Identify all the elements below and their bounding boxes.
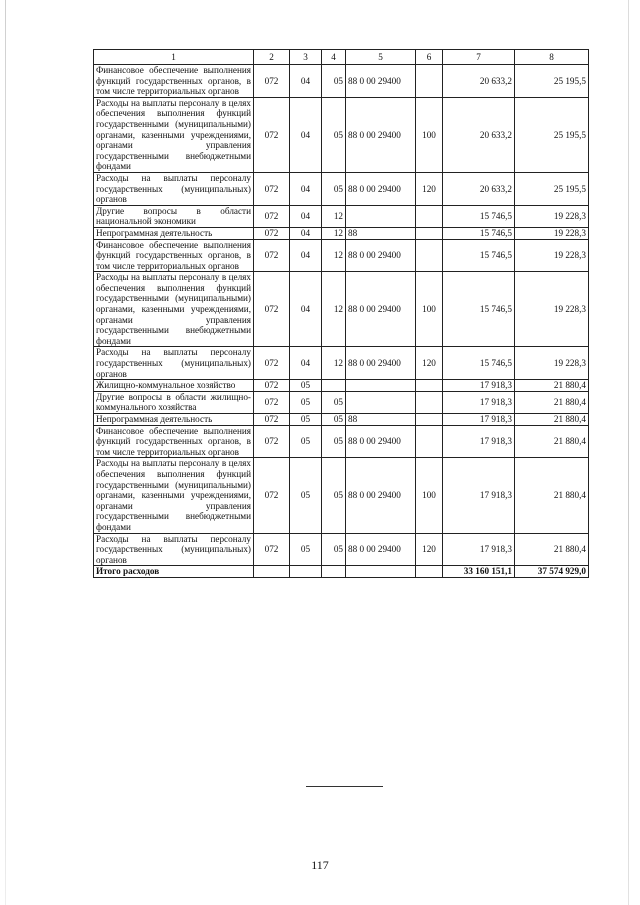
row-value-cell: 25 195,5 (515, 65, 589, 98)
row-value-cell: 19 228,3 (515, 227, 589, 239)
row-value-cell: 120 (416, 347, 443, 380)
row-value-cell: 05 (290, 533, 322, 566)
row-value-cell: 21 880,4 (515, 533, 589, 566)
row-value-cell (416, 414, 443, 426)
row-value-cell: 05 (322, 425, 346, 458)
row-value-cell: 04 (290, 227, 322, 239)
table-row (94, 65, 589, 98)
row-value-cell: 05 (322, 65, 346, 98)
row-value-cell: 88 0 00 29400 (346, 272, 416, 347)
row-name-cell: Финансовое обеспечение выполнения функций государственных органов, в том числе территориальных органов (94, 239, 254, 272)
row-name-cell: Расходы на выплаты персоналу государственных (муниципальных) органов (94, 347, 254, 380)
row-value-cell: 12 (322, 205, 346, 227)
row-value-cell: 20 633,2 (443, 65, 515, 98)
row-value-cell: 072 (254, 239, 290, 272)
row-value-cell: 05 (322, 172, 346, 205)
row-value-cell: 15 746,5 (443, 227, 515, 239)
row-value-cell: 04 (290, 347, 322, 380)
row-value-cell: 12 (322, 239, 346, 272)
row-value-cell (346, 380, 416, 392)
empty-cell (254, 566, 290, 578)
row-value-cell: 072 (254, 380, 290, 392)
row-value-cell (416, 65, 443, 98)
header-cell: 3 (290, 50, 322, 65)
row-value-cell: 12 (322, 347, 346, 380)
table-row (94, 458, 589, 533)
row-value-cell: 17 918,3 (443, 391, 515, 413)
row-name-cell: Расходы на выплаты персоналу в целях обеспечения выполнения функций государственными (муниципальными) органами, казенными учреждениями, органами управления государственными внебюджетными фондами (94, 97, 254, 172)
row-value-cell: 04 (290, 97, 322, 172)
scan-edge-right (628, 0, 629, 905)
row-name-cell: Непрограммная деятельность (94, 227, 254, 239)
row-name-cell: Жилищно-коммунальное хозяйство (94, 380, 254, 392)
row-name-cell: Непрограммная деятельность (94, 414, 254, 426)
table-row (94, 414, 589, 426)
row-value-cell: 05 (290, 380, 322, 392)
row-value-cell: 15 746,5 (443, 205, 515, 227)
header-cell: 5 (346, 50, 416, 65)
row-value-cell: 072 (254, 65, 290, 98)
row-value-cell: 15 746,5 (443, 239, 515, 272)
row-value-cell: 100 (416, 97, 443, 172)
row-value-cell: 072 (254, 414, 290, 426)
scan-edge-left (5, 0, 6, 905)
row-value-cell: 88 0 00 29400 (346, 533, 416, 566)
header-cell: 8 (515, 50, 589, 65)
row-value-cell (416, 205, 443, 227)
row-value-cell: 072 (254, 97, 290, 172)
row-value-cell: 05 (322, 533, 346, 566)
row-value-cell: 072 (254, 205, 290, 227)
row-value-cell: 05 (322, 97, 346, 172)
row-value-cell: 17 918,3 (443, 533, 515, 566)
table-row (94, 97, 589, 172)
row-value-cell (416, 239, 443, 272)
row-value-cell (346, 391, 416, 413)
header-cell: 1 (94, 50, 254, 65)
row-value-cell: 25 195,5 (515, 97, 589, 172)
row-value-cell: 88 0 00 29400 (346, 172, 416, 205)
table-row (94, 172, 589, 205)
row-value-cell: 04 (290, 172, 322, 205)
row-value-cell: 120 (416, 172, 443, 205)
row-value-cell: 88 (346, 414, 416, 426)
header-cell: 2 (254, 50, 290, 65)
row-value-cell: 19 228,3 (515, 239, 589, 272)
total-value-cell: 37 574 929,0 (515, 566, 589, 578)
row-name-cell: Расходы на выплаты персоналу в целях обеспечения выполнения функций государственными (муниципальными) органами, казенными учреждениями, органами управления государственными внебюджетными фондами (94, 458, 254, 533)
row-value-cell: 88 0 00 29400 (346, 458, 416, 533)
row-value-cell: 05 (322, 391, 346, 413)
table-row (94, 425, 589, 458)
page-number: 117 (311, 858, 329, 872)
row-value-cell: 15 746,5 (443, 347, 515, 380)
row-value-cell: 25 195,5 (515, 172, 589, 205)
row-value-cell: 17 918,3 (443, 425, 515, 458)
row-value-cell: 20 633,2 (443, 172, 515, 205)
row-value-cell: 072 (254, 172, 290, 205)
empty-cell (322, 566, 346, 578)
table-row (94, 205, 589, 227)
header-cell: 4 (322, 50, 346, 65)
row-value-cell: 88 0 00 29400 (346, 239, 416, 272)
row-value-cell: 19 228,3 (515, 205, 589, 227)
row-value-cell: 12 (322, 272, 346, 347)
total-label: Итого расходов (94, 566, 254, 578)
row-value-cell: 05 (290, 425, 322, 458)
row-value-cell: 072 (254, 458, 290, 533)
row-value-cell (322, 380, 346, 392)
row-value-cell: 12 (322, 227, 346, 239)
table-row (94, 347, 589, 380)
empty-cell (416, 566, 443, 578)
row-value-cell: 88 (346, 227, 416, 239)
row-value-cell: 04 (290, 65, 322, 98)
table-row (94, 227, 589, 239)
header-cell: 6 (416, 50, 443, 65)
total-value-cell: 33 160 151,1 (443, 566, 515, 578)
row-value-cell: 04 (290, 272, 322, 347)
header-row (94, 50, 589, 65)
row-value-cell: 21 880,4 (515, 391, 589, 413)
row-name-cell: Расходы на выплаты персоналу государственных (муниципальных) органов (94, 533, 254, 566)
empty-cell (346, 566, 416, 578)
row-value-cell: 17 918,3 (443, 380, 515, 392)
row-value-cell: 05 (290, 458, 322, 533)
row-name-cell: Расходы на выплаты персоналу в целях обеспечения выполнения функций государственными (муниципальными) органами, казенными учреждениями, органами управления государственными внебюджетными фондами (94, 272, 254, 347)
row-value-cell: 21 880,4 (515, 414, 589, 426)
row-value-cell: 072 (254, 391, 290, 413)
row-value-cell: 04 (290, 239, 322, 272)
row-value-cell: 100 (416, 272, 443, 347)
row-value-cell: 072 (254, 227, 290, 239)
header-cell: 7 (443, 50, 515, 65)
row-value-cell: 21 880,4 (515, 458, 589, 533)
row-value-cell: 072 (254, 347, 290, 380)
row-name-cell: Расходы на выплаты персоналу государственных (муниципальных) органов (94, 172, 254, 205)
empty-cell (290, 566, 322, 578)
row-value-cell (416, 380, 443, 392)
row-name-cell: Финансовое обеспечение выполнения функций государственных органов, в том числе территориальных органов (94, 65, 254, 98)
row-value-cell (416, 227, 443, 239)
row-value-cell: 120 (416, 533, 443, 566)
row-value-cell: 15 746,5 (443, 272, 515, 347)
table-body (94, 50, 589, 578)
row-value-cell: 19 228,3 (515, 347, 589, 380)
row-value-cell: 88 0 00 29400 (346, 97, 416, 172)
row-value-cell (416, 391, 443, 413)
row-name-cell: Другие вопросы в области жилищно-коммунального хозяйства (94, 391, 254, 413)
total-row (94, 566, 589, 578)
table-row (94, 391, 589, 413)
table-row (94, 272, 589, 347)
table-row (94, 239, 589, 272)
row-value-cell: 05 (290, 391, 322, 413)
row-value-cell: 88 0 00 29400 (346, 65, 416, 98)
row-value-cell: 20 633,2 (443, 97, 515, 172)
row-value-cell: 100 (416, 458, 443, 533)
row-value-cell: 05 (290, 414, 322, 426)
row-value-cell: 17 918,3 (443, 458, 515, 533)
row-value-cell: 88 0 00 29400 (346, 425, 416, 458)
row-value-cell (416, 425, 443, 458)
row-value-cell: 21 880,4 (515, 425, 589, 458)
row-value-cell: 072 (254, 425, 290, 458)
row-value-cell: 17 918,3 (443, 414, 515, 426)
row-value-cell: 21 880,4 (515, 380, 589, 392)
row-value-cell: 072 (254, 533, 290, 566)
row-value-cell: 05 (322, 458, 346, 533)
row-value-cell: 04 (290, 205, 322, 227)
row-value-cell: 19 228,3 (515, 272, 589, 347)
expenditure-table (93, 49, 589, 578)
row-name-cell: Финансовое обеспечение выполнения функций государственных органов, в том числе территориальных органов (94, 425, 254, 458)
row-value-cell: 88 0 00 29400 (346, 347, 416, 380)
table-row (94, 380, 589, 392)
footnote-divider (306, 786, 383, 787)
table-row (94, 533, 589, 566)
row-value-cell: 05 (322, 414, 346, 426)
row-value-cell: 072 (254, 272, 290, 347)
row-value-cell (346, 205, 416, 227)
row-name-cell: Другие вопросы в области национальной экономики (94, 205, 254, 227)
